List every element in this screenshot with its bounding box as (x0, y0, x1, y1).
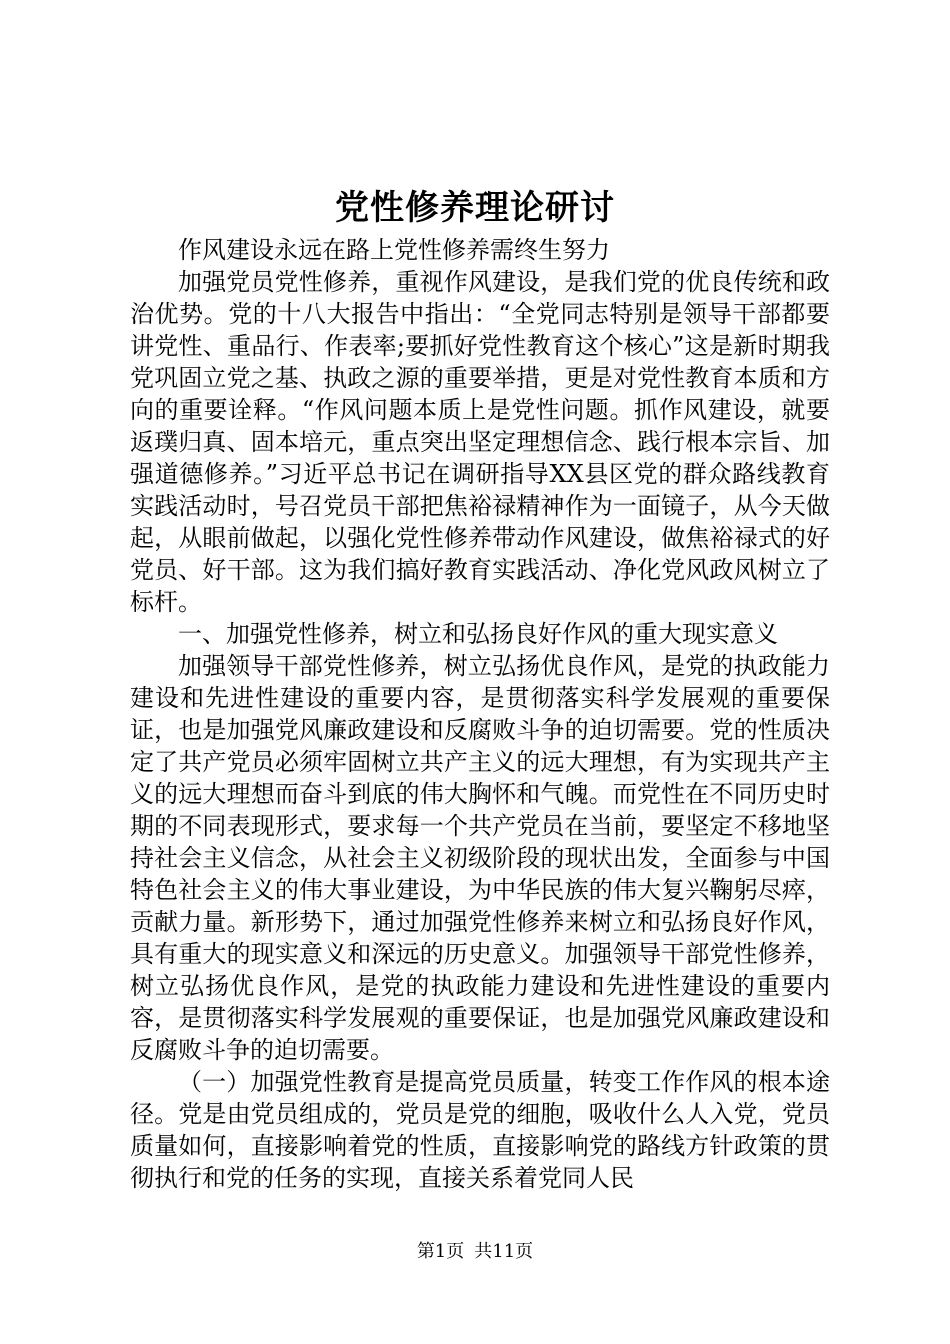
document-title: 党性修养理论研讨 (335, 188, 615, 228)
body-paragraph: 加强领导干部党性修养，树立弘扬优良作风，是党的执政能力建设和先进性建设的重要内容，是贯彻落实科学发展观的重要保证，也是加强党风廉政建设和反腐败斗争的迫切需要。党的性质决定了共产党员必须牢固树立共产主义的远大理想，有为实现共产主义的远大理想而奋斗到底的伟大胸怀和气魄。而党性在不同历史时期的不同表现形式，要求每一个共产党员在当前，要坚定不移地坚持社会主义信念，从社会主义初级阶段的现状出发，全面参与中国特色社会主义的伟大事业建设，为中华民族的伟大复兴鞠躬尽瘁，贡献力量。新形势下，通过加强党性修养来树立和弘扬良好作风，具有重大的现实意义和深远的历史意义。加强领导干部党性修养，树立弘扬优良作风，是党的执政能力建设和先进性建设的重要内容，是贯彻落实科学发展观的重要保证，也是加强党风廉政建设和反腐败斗争的迫切需要。 (130, 652, 830, 1064)
subtitle-paragraph: 作风建设永远在路上党性修养需终生努力 (178, 236, 610, 264)
page-total: 共11页 (474, 1241, 534, 1262)
page-number: 第1页 (416, 1241, 465, 1262)
body-paragraph: 加强党员党性修养，重视作风建设，是我们党的优良传统和政治优势。党的十八大报告中指出：“全党同志特别是领导干部都要讲党性、重品行、作表率;要抓好党性教育这个核心”这是新时期我党巩固立党之基、执政之源的重要举措，更是对党性教育本质和方向的重要诠释。“作风问题本质上是党性问题。抓作风建设，就要返璞归真、固本培元，重点突出坚定理想信念、践行根本宗旨、加强道德修养。”习近平总书记在调研指导XX县区党的群众路线教育实践活动时，号召党员干部把焦裕禄精神作为一面镜子，从今天做起，从眼前做起，以强化党性修养带动作风建设，做焦裕禄式的好党员、好干部。这为我们搞好教育实践活动、净化党风政风树立了标杆。 (130, 268, 830, 616)
body-paragraph: （一）加强党性教育是提高党员质量，转变工作作风的根本途径。党是由党员组成的，党员是党的细胞，吸收什么人入党，党员质量如何，直接影响着党的性质，直接影响党的路线方针政策的贯彻执行和党的任务的实现，直接关系着党同人民 (130, 1068, 830, 1192)
page-footer (0, 1240, 950, 1264)
section-heading: 一、加强党性修养，树立和弘扬良好作风的重大现实意义 (178, 620, 778, 648)
document-body (130, 234, 830, 1194)
